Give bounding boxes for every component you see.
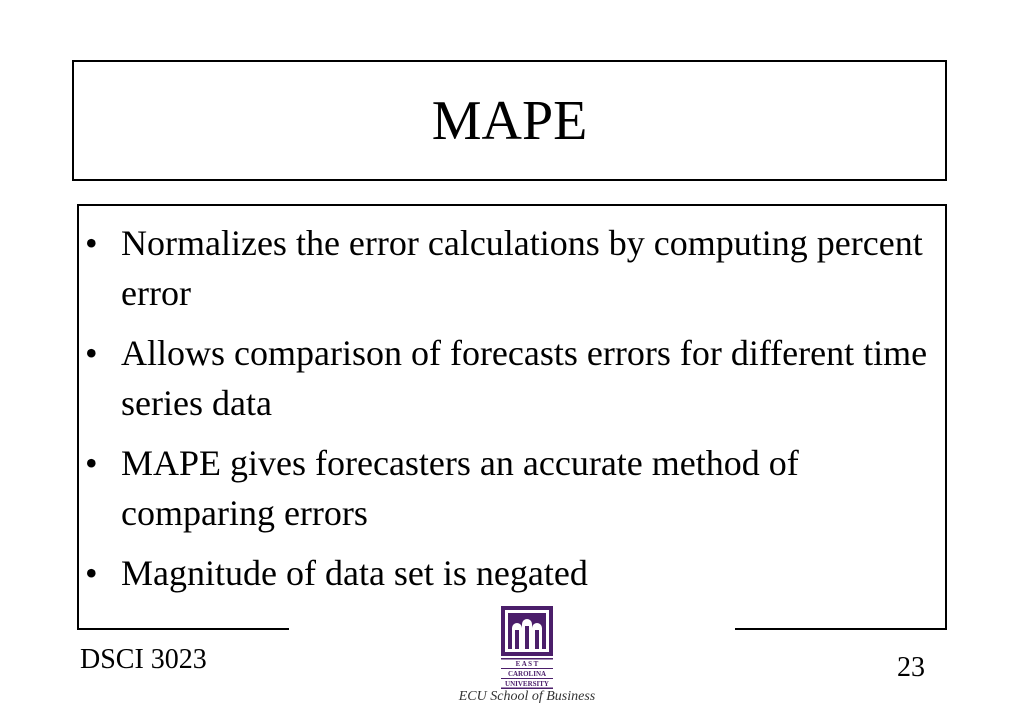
page-number: 23 xyxy=(897,652,925,683)
bullet-list xyxy=(79,218,939,608)
bullet-item xyxy=(79,438,939,538)
bullet-text: Normalizes the error calculations by computing percent error xyxy=(121,223,923,313)
course-code: DSCI 3023 xyxy=(80,644,207,675)
bullet-text: Allows comparison of forecasts errors for different time series data xyxy=(121,333,928,423)
bullet-text: MAPE gives forecasters an accurate method of comparing errors xyxy=(121,443,799,533)
title-box xyxy=(72,60,947,181)
bullet-dot-icon: • xyxy=(85,333,98,373)
bullet-item xyxy=(79,548,939,598)
footer-divider-right xyxy=(735,628,947,630)
logo-text-line: E A S T xyxy=(515,660,539,668)
bullet-dot-icon: • xyxy=(85,443,98,483)
bullet-item xyxy=(79,328,939,428)
ecu-logo-icon xyxy=(501,606,553,689)
logo-text-line: CAROLINA xyxy=(507,670,547,678)
slide-title: MAPE xyxy=(431,89,588,152)
bullet-dot-icon: • xyxy=(85,223,98,263)
logo-text-line: UNIVERSITY xyxy=(505,680,549,688)
footer-divider-left xyxy=(77,628,289,630)
school-name: ECU School of Business xyxy=(458,689,596,704)
bullet-dot-icon: • xyxy=(85,553,98,593)
content-box xyxy=(77,204,947,630)
bullet-item xyxy=(79,218,939,318)
bullet-text: Magnitude of data set is negated xyxy=(121,553,588,593)
